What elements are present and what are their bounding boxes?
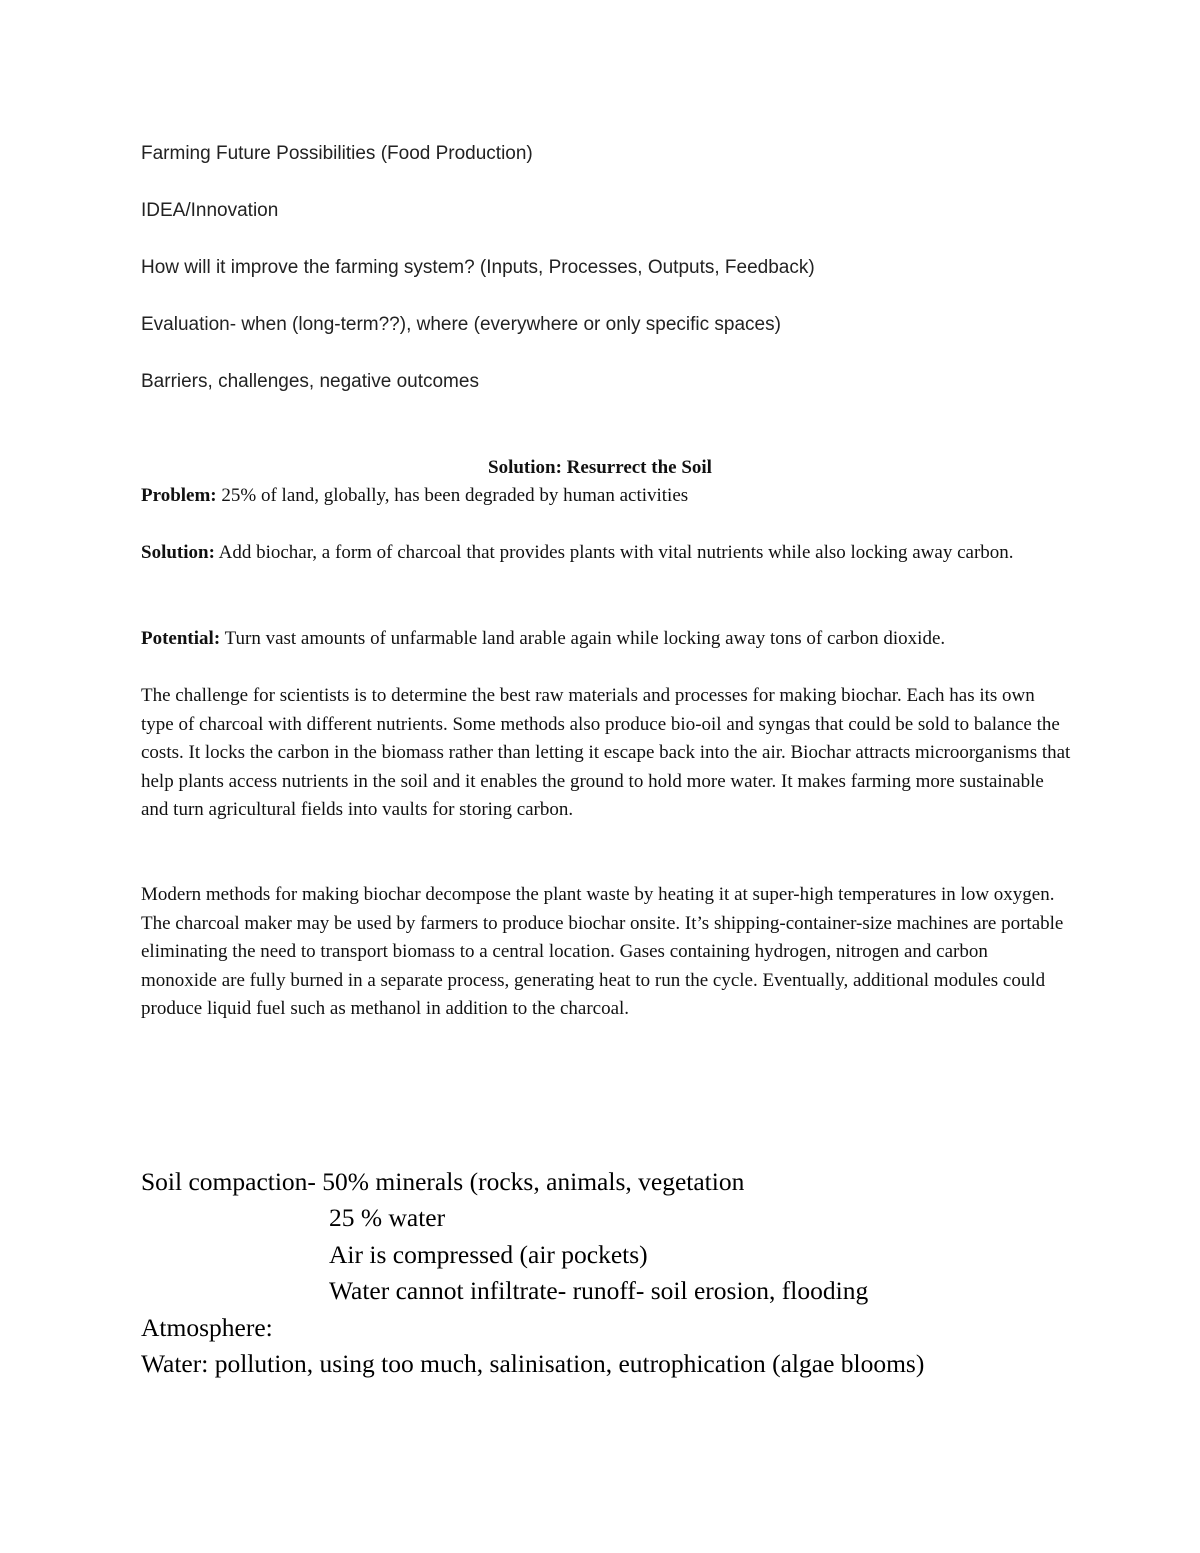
soil-compaction-line: Soil compaction- 50% minerals (rocks, animals, vegetation bbox=[141, 1167, 745, 1196]
atmosphere-line: Atmosphere: bbox=[141, 1313, 273, 1342]
air-compressed-line: Air is compressed (air pockets) bbox=[329, 1240, 648, 1269]
potential-paragraph bbox=[141, 625, 1071, 654]
document-title: Farming Future Possibilities (Food Production) bbox=[141, 143, 533, 164]
water-infiltrate-line: Water cannot infiltrate- runoff- soil erosion, flooding bbox=[329, 1276, 869, 1305]
problem-paragraph bbox=[141, 482, 1071, 511]
potential-label: Potential: bbox=[141, 628, 221, 649]
header-line-improve: How will it improve the farming system? (Inputs, Processes, Outputs, Feedback) bbox=[141, 257, 815, 278]
water-percent-line: 25 % water bbox=[329, 1203, 446, 1232]
header-line-idea: IDEA/Innovation bbox=[141, 200, 279, 221]
header-line-barriers: Barriers, challenges, negative outcomes bbox=[141, 371, 479, 392]
solution-text: Add biochar, a form of charcoal that provides plants with vital nutrients while also locking away carbon. bbox=[214, 542, 1014, 563]
solution-paragraph bbox=[141, 539, 1041, 568]
problem-label: Problem: bbox=[141, 485, 217, 506]
solution-title: Solution: Resurrect the Soil bbox=[488, 457, 712, 478]
water-issues-line: Water: pollution, using too much, salinisation, eutrophication (algae blooms) bbox=[141, 1349, 925, 1378]
problem-text: 25% of land, globally, has been degraded by human activities bbox=[216, 485, 689, 506]
header-line-evaluation: Evaluation- when (long-term??), where (everywhere or only specific spaces) bbox=[141, 314, 781, 335]
potential-text: Turn vast amounts of unfarmable land arable again while locking away tons of carbon dioxide. bbox=[220, 628, 946, 649]
methods-paragraph: Modern methods for making biochar decompose the plant waste by heating it at super-high temperatures in low oxygen. The charcoal maker may be used by farmers to produce biochar onsite. It’s shipping-container-size machines are portable eliminating the need to transport biomass to a central location. Gases containing hydrogen, nitrogen and carbon monoxide are fully burned in a separate process, generating heat to run the cycle. Eventually, additional modules could produce liquid fuel such as methanol in addition to the charcoal. bbox=[141, 884, 1064, 1020]
challenge-paragraph: The challenge for scientists is to determine the best raw materials and processes for making biochar. Each has its own type of charcoal with different nutrients. Some methods also produce bio-oil and syngas that could be sold to balance the costs. It locks the carbon in the biomass rather than letting it escape back into the air. Biochar attracts microorganisms that help plants access nutrients in the soil and it enables the ground to hold more water. It makes farming more sustainable and turn agricultural fields into vaults for storing carbon. bbox=[141, 685, 1071, 821]
solution-label: Solution: bbox=[141, 542, 215, 563]
